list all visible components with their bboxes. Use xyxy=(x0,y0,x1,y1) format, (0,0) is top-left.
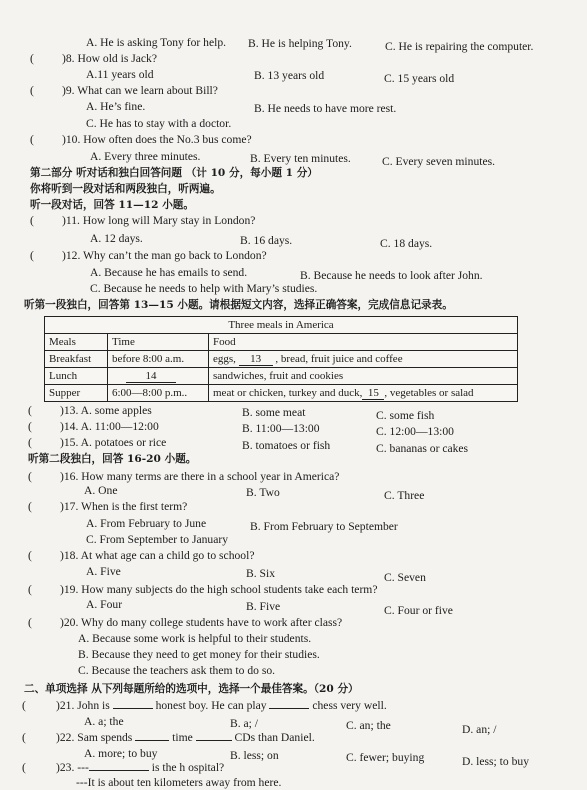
q11-option-b: B. 16 days. xyxy=(240,234,293,247)
q8-paren: ( xyxy=(30,52,34,65)
question-text: )21. John is xyxy=(56,699,113,712)
q23-answer-line: ---It is about ten kilometers away from here. xyxy=(76,776,282,789)
q16-question: )16. How many terms are there in a school year in America? xyxy=(60,470,340,483)
q17-option-b: B. From February to September xyxy=(250,520,398,533)
q15-option-b: B. tomatoes or fish xyxy=(242,439,331,452)
q15-option-a: )15. A. potatoes or rice xyxy=(60,436,167,449)
q10-paren: ( xyxy=(30,133,34,146)
q8-option-b: B. 13 years old xyxy=(254,69,325,82)
q11-paren: ( xyxy=(30,214,34,227)
q14-option-b: B. 11:00—13:00 xyxy=(242,422,320,435)
q19-option-b: B. Five xyxy=(246,600,281,613)
q17-paren: ( xyxy=(28,500,32,513)
q10-option-a: A. Every three minutes. xyxy=(90,150,201,163)
table-caption: Three meals in America xyxy=(45,317,518,334)
dialogue-instruction: 听一段对话，回答 11—12 小题。 xyxy=(30,199,194,211)
table-cell-time: 6:00—8:00 p.m.. xyxy=(108,385,209,402)
q21-option-b: B. a; / xyxy=(230,717,259,730)
q14-paren: ( xyxy=(28,420,32,433)
q16-option-a: A. One xyxy=(84,484,118,497)
q8-option-a: A.11 years old xyxy=(86,68,154,81)
q22-option-d: D. less; to buy xyxy=(462,755,529,768)
blank-14: 14 xyxy=(126,370,176,383)
question-text: )22. Sam spends xyxy=(56,731,136,744)
q9-question: )9. What can we learn about Bill? xyxy=(62,84,218,97)
q8-question: )8. How old is Jack? xyxy=(62,52,157,65)
table-row xyxy=(45,351,518,368)
table-cell-meal: Breakfast xyxy=(45,351,108,368)
q12-option-b: B. Because he needs to look after John. xyxy=(300,269,483,282)
q19-paren: ( xyxy=(28,583,32,596)
q10-option-c: C. Every seven minutes. xyxy=(382,155,496,168)
table-cell-food xyxy=(209,385,518,402)
question-text: chess very well. xyxy=(309,699,387,712)
food-text: , vegetables or salad xyxy=(384,386,474,399)
q19-option-c: C. Four or five xyxy=(384,604,453,617)
question-text: time xyxy=(169,731,196,744)
food-text: meat or chicken, turkey and duck, xyxy=(213,386,363,399)
table-header-meals: Meals xyxy=(45,334,108,351)
q22-option-b: B. less; on xyxy=(230,749,279,762)
q20-option-a: A. Because some work is helpful to their students. xyxy=(78,632,312,645)
answer-blank xyxy=(196,740,232,741)
q8-option-c: C. 15 years old xyxy=(384,72,455,85)
q10-question: )10. How often does the No.3 bus come? xyxy=(62,133,252,146)
table-header-food: Food xyxy=(209,334,518,351)
blank-13: 13 xyxy=(239,353,273,366)
q9-option-a: A. He’s fine. xyxy=(86,100,146,113)
q15-paren: ( xyxy=(28,436,32,449)
table-cell-meal: Lunch xyxy=(45,368,108,385)
q21-option-d: D. an; / xyxy=(462,723,497,736)
q16-option-c: C. Three xyxy=(384,489,425,502)
q13-option-a: )13. A. some apples xyxy=(60,404,152,417)
q14-option-a: )14. A. 11:00—12:00 xyxy=(60,420,159,433)
q12-option-a: A. Because he has emails to send. xyxy=(90,266,248,279)
answer-blank xyxy=(113,708,153,709)
q19-question: )19. How many subjects do the high school students take each term? xyxy=(60,583,378,596)
q11-question: )11. How long will Mary stay in London? xyxy=(62,214,256,227)
q16-paren: ( xyxy=(28,470,32,483)
q13-paren: ( xyxy=(28,404,32,417)
question-text: )23. --- xyxy=(56,761,89,774)
q12-question: )12. Why can’t the man go back to London? xyxy=(62,249,267,262)
q22-option-a: A. more; to buy xyxy=(84,747,158,760)
q22-paren: ( xyxy=(22,731,26,744)
monologue-two-instruction: 听第二段独白，回答 16-20 小题。 xyxy=(28,453,197,465)
table-row xyxy=(45,368,518,385)
q17-question: )17. When is the first term? xyxy=(60,500,188,513)
q14-option-c: C. 12:00—13:00 xyxy=(376,425,454,438)
q17-option-a: A. From February to June xyxy=(86,517,207,530)
q21-option-a: A. a; the xyxy=(84,715,124,728)
q20-option-c: C. Because the teachers ask them to do so. xyxy=(78,664,276,677)
meals-table xyxy=(44,316,518,402)
answer-blank xyxy=(269,708,309,709)
part-two-heading: 第二部分 听对话和独白回答问题 （计 10 分，每小题 1 分） xyxy=(30,167,318,179)
q11-option-a: A. 12 days. xyxy=(90,232,143,245)
part-two-instruction: 你将听到一段对话和两段独白，听两遍。 xyxy=(30,183,221,195)
monologue-one-instruction: 听第一段独白，回答第 13—15 小题。请根据短文内容，选择正确答案，完成信息记录表。 xyxy=(24,299,453,311)
q23-paren: ( xyxy=(22,761,26,774)
q12-option-c: C. Because he needs to help with Mary’s studies. xyxy=(90,282,318,295)
table-header-time: Time xyxy=(108,334,209,351)
answer-blank xyxy=(89,770,149,771)
q20-paren: ( xyxy=(28,616,32,629)
q15-option-c: C. bananas or cakes xyxy=(376,442,469,455)
q21-option-c: C. an; the xyxy=(346,719,391,732)
table-cell-time: before 8:00 a.m. xyxy=(108,351,209,368)
q18-paren: ( xyxy=(28,549,32,562)
q9-option-b: B. He needs to have more rest. xyxy=(254,102,397,115)
q18-option-c: C. Seven xyxy=(384,571,426,584)
q9-option-c: C. He has to stay with a doctor. xyxy=(86,117,232,130)
q18-option-a: A. Five xyxy=(86,565,121,578)
question-text: is the h ospital? xyxy=(148,761,225,774)
q23-question xyxy=(56,761,224,775)
table-cell-food xyxy=(209,351,518,368)
q7-option-a: A. He is asking Tony for help. xyxy=(86,36,227,49)
question-text: CDs than Daniel. xyxy=(231,731,315,744)
q22-question xyxy=(56,731,315,745)
table-cell-food: sandwiches, fruit and cookies xyxy=(209,368,518,385)
q9-paren: ( xyxy=(30,84,34,97)
q22-option-c: C. fewer; buying xyxy=(346,751,425,764)
q12-paren: ( xyxy=(30,249,34,262)
table-cell-meal: Supper xyxy=(45,385,108,402)
blank-15: 15 xyxy=(362,387,384,400)
q7-option-b: B. He is helping Tony. xyxy=(248,37,352,50)
q17-option-c: C. From September to January xyxy=(86,533,229,546)
q20-option-b: B. Because they need to get money for their studies. xyxy=(78,648,320,661)
q7-option-c: C. He is repairing the computer. xyxy=(385,40,534,53)
table-cell-time xyxy=(108,368,209,385)
q13-option-c: C. some fish xyxy=(376,409,435,422)
q18-question: )18. At what age can a child go to school? xyxy=(60,549,255,562)
food-text: eggs, xyxy=(213,352,239,365)
q11-option-c: C. 18 days. xyxy=(380,237,433,250)
table-row xyxy=(45,385,518,402)
answer-blank xyxy=(135,740,169,741)
q10-option-b: B. Every ten minutes. xyxy=(250,152,351,165)
food-text: , bread, fruit juice and coffee xyxy=(272,352,403,365)
q13-option-b: B. some meat xyxy=(242,406,306,419)
q20-question: )20. Why do many college students have to work after class? xyxy=(60,616,343,629)
question-text: honest boy. He can play xyxy=(152,699,270,712)
section-two-heading: 二、单项选择 从下列每题所给的选项中，选择一个最佳答案。（20 分） xyxy=(24,683,359,695)
q21-question xyxy=(56,699,387,713)
q18-option-b: B. Six xyxy=(246,567,275,580)
q21-paren: ( xyxy=(22,699,26,712)
q19-option-a: A. Four xyxy=(86,598,123,611)
q16-option-b: B. Two xyxy=(246,486,280,499)
